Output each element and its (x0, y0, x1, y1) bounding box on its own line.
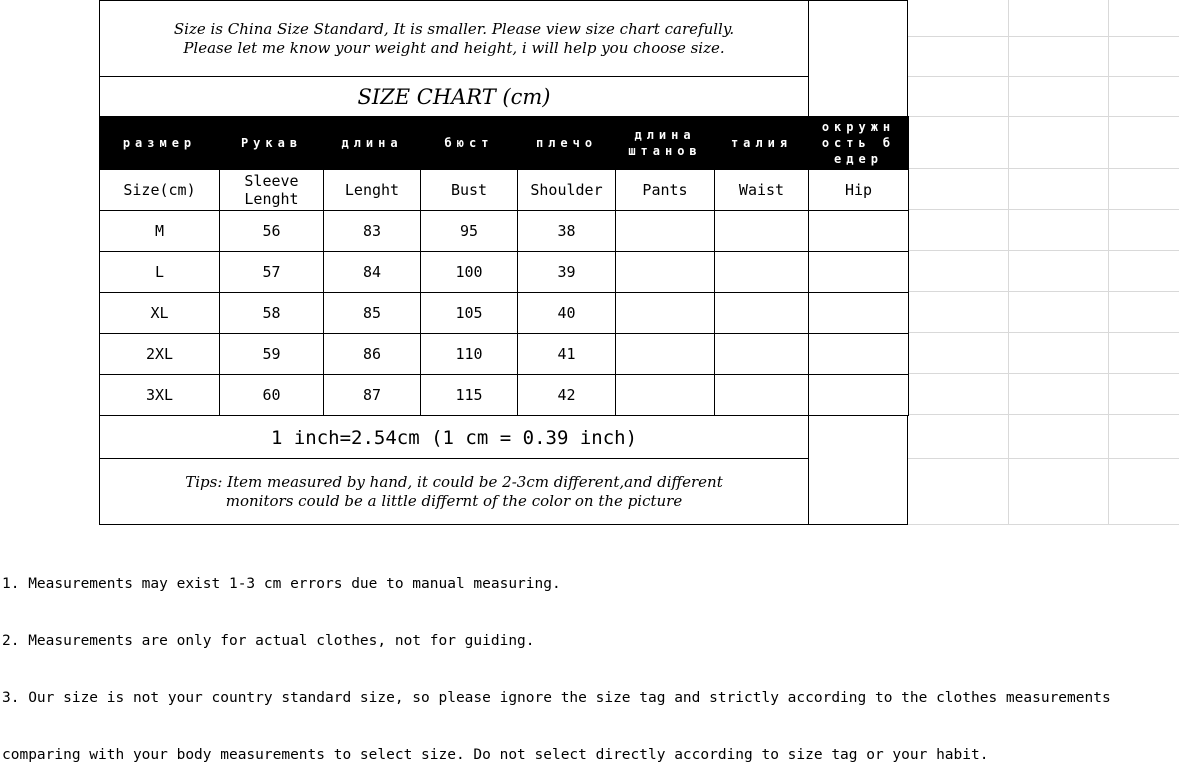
tips-line-2: monitors could be a little differnt of the color on the picture (225, 491, 683, 510)
footnote-3-continued: comparing with your body measurements to select size. Do not select directly according to size tag or your habit. (2, 747, 989, 763)
table-cell (616, 293, 715, 334)
table-cell (616, 252, 715, 293)
table-cell: 42 (518, 375, 616, 416)
size-table (99, 116, 909, 416)
table-cell: 86 (324, 334, 421, 375)
table-cell (809, 293, 909, 334)
sheet-gridline (908, 291, 1179, 292)
sheet-gridline (908, 76, 1179, 77)
table-cell: 41 (518, 334, 616, 375)
russian-header-row (100, 117, 909, 170)
header-waist: Waist (715, 170, 809, 211)
english-header-row (100, 170, 909, 211)
table-cell: 57 (220, 252, 324, 293)
table-cell (715, 293, 809, 334)
table-cell: 100 (421, 252, 518, 293)
header-hip: Hip (809, 170, 909, 211)
sheet-gridline (908, 414, 1179, 415)
footnote-3: 3. Our size is not your country standard size, so please ignore the size tag and strictly according to the clothes measurements (2, 690, 1111, 706)
unit-conversion: 1 inch=2.54cm (1 cm = 0.39 inch) (99, 415, 809, 459)
sheet-gridline (908, 373, 1179, 374)
table-cell: 87 (324, 375, 421, 416)
ru-header-pants: длина штанов (616, 117, 715, 170)
table-cell (809, 375, 909, 416)
table-cell: 83 (324, 211, 421, 252)
footnote-2: 2. Measurements are only for actual clothes, not for guiding. (2, 633, 535, 649)
sheet-gridline (908, 524, 1179, 525)
sheet-gridline (908, 168, 1179, 169)
table-cell: 39 (518, 252, 616, 293)
table-row (100, 293, 909, 334)
header-pants: Pants (616, 170, 715, 211)
table-cell: 40 (518, 293, 616, 334)
sheet-gridline (908, 458, 1179, 459)
table-cell: 58 (220, 293, 324, 334)
table-cell: 105 (421, 293, 518, 334)
size-notice (99, 0, 809, 77)
sheet-gridline (1108, 0, 1109, 525)
table-cell: 84 (324, 252, 421, 293)
header-shoulder: Shoulder (518, 170, 616, 211)
header-bust: Bust (421, 170, 518, 211)
table-cell: 56 (220, 211, 324, 252)
table-cell (715, 252, 809, 293)
table-cell: M (100, 211, 220, 252)
table-cell (809, 252, 909, 293)
header-size: Size(cm) (100, 170, 220, 211)
table-cell (616, 211, 715, 252)
size-chart-sheet (99, 0, 908, 525)
sheet-gridline (908, 36, 1179, 37)
table-row (100, 252, 909, 293)
ru-header-waist: талия (715, 117, 809, 170)
footnotes (2, 537, 1172, 784)
table-cell (715, 334, 809, 375)
empty-side-cell (808, 0, 908, 117)
tips-note (99, 458, 809, 525)
ru-header-length: длина (324, 117, 421, 170)
footnote-1: 1. Measurements may exist 1-3 cm errors due to manual measuring. (2, 576, 561, 592)
sheet-gridline (1008, 0, 1009, 525)
table-cell: 38 (518, 211, 616, 252)
table-cell: 2XL (100, 334, 220, 375)
tips-line-1: Tips: Item measured by hand, it could be 2-3cm different,and different (185, 472, 723, 491)
ru-header-size: размер (100, 117, 220, 170)
table-cell: 95 (421, 211, 518, 252)
ru-header-sleeve: Рукав (220, 117, 324, 170)
table-cell (616, 334, 715, 375)
table-cell: 110 (421, 334, 518, 375)
header-length: Lenght (324, 170, 421, 211)
table-row (100, 334, 909, 375)
table-cell (809, 334, 909, 375)
table-row (100, 211, 909, 252)
ru-header-hip: окружн ость б едер (809, 117, 909, 170)
table-cell: 59 (220, 334, 324, 375)
table-cell (715, 211, 809, 252)
table-cell (616, 375, 715, 416)
table-cell: 3XL (100, 375, 220, 416)
chart-title: SIZE CHART (cm) (99, 76, 809, 117)
table-cell (715, 375, 809, 416)
sheet-gridline (908, 209, 1179, 210)
empty-side-cell (808, 415, 908, 525)
table-row (100, 375, 909, 416)
size-notice-line-1: Size is China Size Standard, It is smaller. Please view size chart carefully. (173, 20, 735, 38)
ru-header-bust: бюст (421, 117, 518, 170)
table-cell (809, 211, 909, 252)
ru-header-shoulder: плечо (518, 117, 616, 170)
sheet-gridline (908, 332, 1179, 333)
sheet-gridline (908, 116, 1179, 117)
table-cell: L (100, 252, 220, 293)
table-cell: 60 (220, 375, 324, 416)
sheet-gridline (908, 250, 1179, 251)
size-notice-line-2: Please let me know your weight and height, i will help you choose size. (183, 39, 725, 57)
table-cell: XL (100, 293, 220, 334)
table-cell: 115 (421, 375, 518, 416)
table-cell: 85 (324, 293, 421, 334)
header-sleeve-length: Sleeve Lenght (220, 170, 324, 211)
